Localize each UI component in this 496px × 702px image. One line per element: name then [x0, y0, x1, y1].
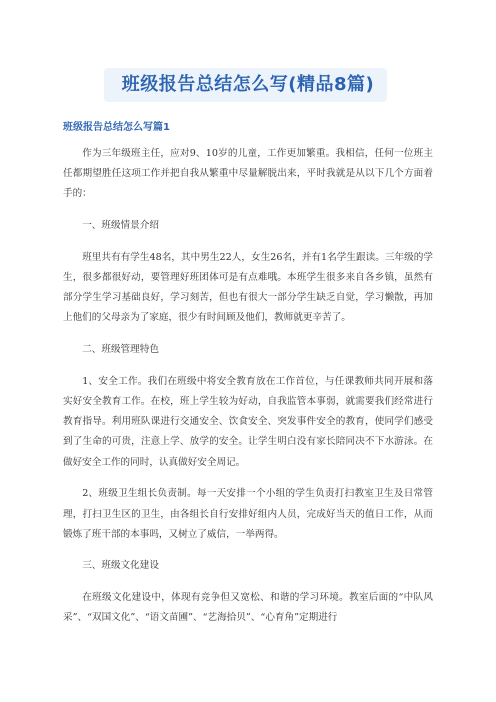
safety-paragraph: 1、安全工作。我们在班级中将安全教育放在工作首位，与任课教师共同开展和落实好安全教育工作。在校，班上学生较为好动，自我监管本事弱，就需要我们经常进行教育指导。利用班队课进行交通安全、饮食安全、突发事件安全的教育，使同学们感受到了生命的可贵，注意上学、放学的安全。让学生明白没有家长陪同决不下水游泳。在做好安全工作的同时，认真做好安全周记。 — [63, 375, 433, 468]
document-title: 班级报告总结怎么写(精品8篇) — [121, 74, 375, 95]
intro-paragraph: 作为三年级班主任，应对9、10岁的儿童，工作更加繁重。我相信，任何一位班主任都期望胜任这项工作并把自我从繁重中尽量解脱出来，平时我就是从以下几个方面着手的： — [63, 148, 433, 200]
subheading-culture: 三、班级文化建设 — [82, 560, 159, 572]
culture-paragraph: 在班级文化建设中，体现有竞争但又宽松、和谐的学习环境。教室后面的“中队风采”、“双国文化”、“语文苗圃”、“艺海拾贝”、“心育角”定期进行 — [63, 592, 433, 624]
document-body — [63, 144, 433, 640]
hygiene-paragraph: 2、班级卫生组长负责制。每一天安排一个小组的学生负责打扫教室卫生及日常管理，打扫卫生区的卫生，由各组长自行安排好组内人员，完成好当天的值日工作，从而锻炼了班干部的本事吗，又树立了威信，一举两得。 — [63, 488, 433, 540]
subheading-class-intro: 一、班级情景介绍 — [82, 220, 159, 232]
section-heading: 班级报告总结怎么写篇1 — [63, 122, 170, 133]
subheading-management: 二、班级管理特色 — [82, 344, 159, 356]
class-intro-paragraph: 班里共有有学生48名，其中男生22人，女生26名，并有1名学生跟读。三年级的学生，很多都很好动，要管理好班团体可是有点难哦。本班学生很多来自各乡镇，虽然有部分学生学习基础良好，学习刻苦，但也有很大一部分学生缺乏自觉，学习懒散，再加上他们的父母亲为了家庭，很少有时间顾及他们，教师就更辛苦了。 — [63, 251, 433, 324]
